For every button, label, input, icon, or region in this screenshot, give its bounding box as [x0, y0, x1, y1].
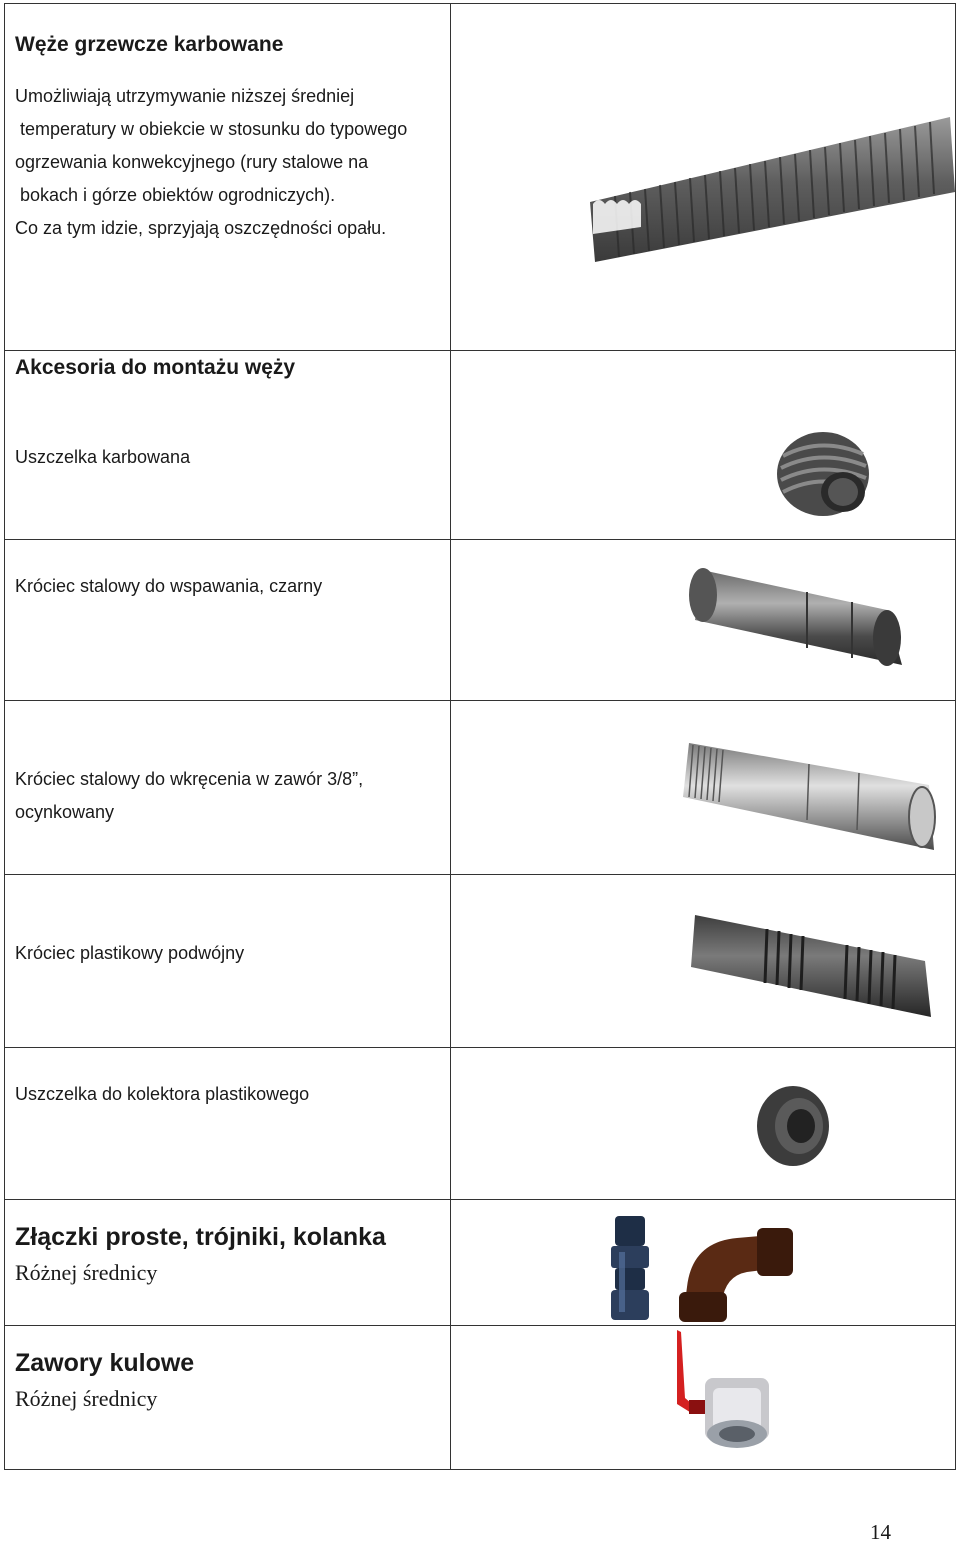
page-number: 14 — [870, 1520, 891, 1544]
cell-fittings-image — [450, 1199, 956, 1326]
cell-hoses-image — [450, 3, 956, 351]
cell-collector-seal-text — [4, 1047, 451, 1200]
collector-seal-image — [753, 1080, 833, 1170]
cell-thread-socket-image — [450, 700, 956, 875]
corrugated-seal-image — [771, 426, 881, 526]
pipe-fittings-image — [607, 1212, 807, 1327]
cell-valves-text — [4, 1325, 451, 1470]
accessories-title: Akcesoria do montażu węży — [15, 356, 296, 379]
cell-weld-socket-image — [450, 539, 956, 701]
item-label: Króciec plastikowy podwójny — [15, 943, 245, 963]
item-label: Króciec stalowy do wspawania, czarny — [15, 576, 323, 596]
cell-seal-image — [450, 350, 956, 540]
fittings-title: Złączki proste, trójniki, kolanka — [15, 1223, 386, 1251]
cell-hoses-text — [4, 3, 451, 351]
product-table — [4, 3, 956, 1470]
hoses-desc-line: bokach i górze obiektów ogrodniczych). — [15, 185, 336, 205]
item-label: Króciec stalowy do wkręcenia w zawór 3/8”, — [15, 769, 364, 789]
cell-fittings-text — [4, 1199, 451, 1326]
black-steel-socket-image — [687, 560, 907, 675]
valves-title: Zawory kulowe — [15, 1349, 195, 1377]
hoses-desc-line: temperatury w obiekcie w stosunku do typowego — [15, 119, 408, 139]
cell-valves-image — [450, 1325, 956, 1470]
hoses-desc-line: ogrzewania konwekcyjnego (rury stalowe na — [15, 152, 369, 172]
plastic-double-socket-image — [687, 909, 937, 1021]
cell-weld-socket-text — [4, 539, 451, 701]
ball-valve-image — [661, 1328, 801, 1450]
corrugated-hose-image — [585, 112, 955, 272]
hoses-title: Węże grzewcze karbowane — [15, 33, 284, 56]
hoses-desc-line: Co za tym idzie, sprzyjają oszczędności opału. — [15, 218, 387, 238]
cell-thread-socket-text — [4, 700, 451, 875]
item-label: Uszczelka do kolektora plastikowego — [15, 1084, 310, 1104]
fittings-subtitle: Różnej średnicy — [15, 1260, 158, 1285]
item-label: ocynkowany — [15, 802, 115, 822]
galvanized-socket-image — [679, 735, 944, 855]
hoses-desc-line: Umożliwiają utrzymywanie niższej średniej — [15, 86, 355, 106]
valves-subtitle: Różnej średnicy — [15, 1386, 158, 1411]
cell-accessories-text — [4, 350, 451, 540]
cell-plastic-socket-text — [4, 874, 451, 1048]
cell-plastic-socket-image — [450, 874, 956, 1048]
item-label: Uszczelka karbowana — [15, 447, 191, 467]
cell-collector-seal-image — [450, 1047, 956, 1200]
